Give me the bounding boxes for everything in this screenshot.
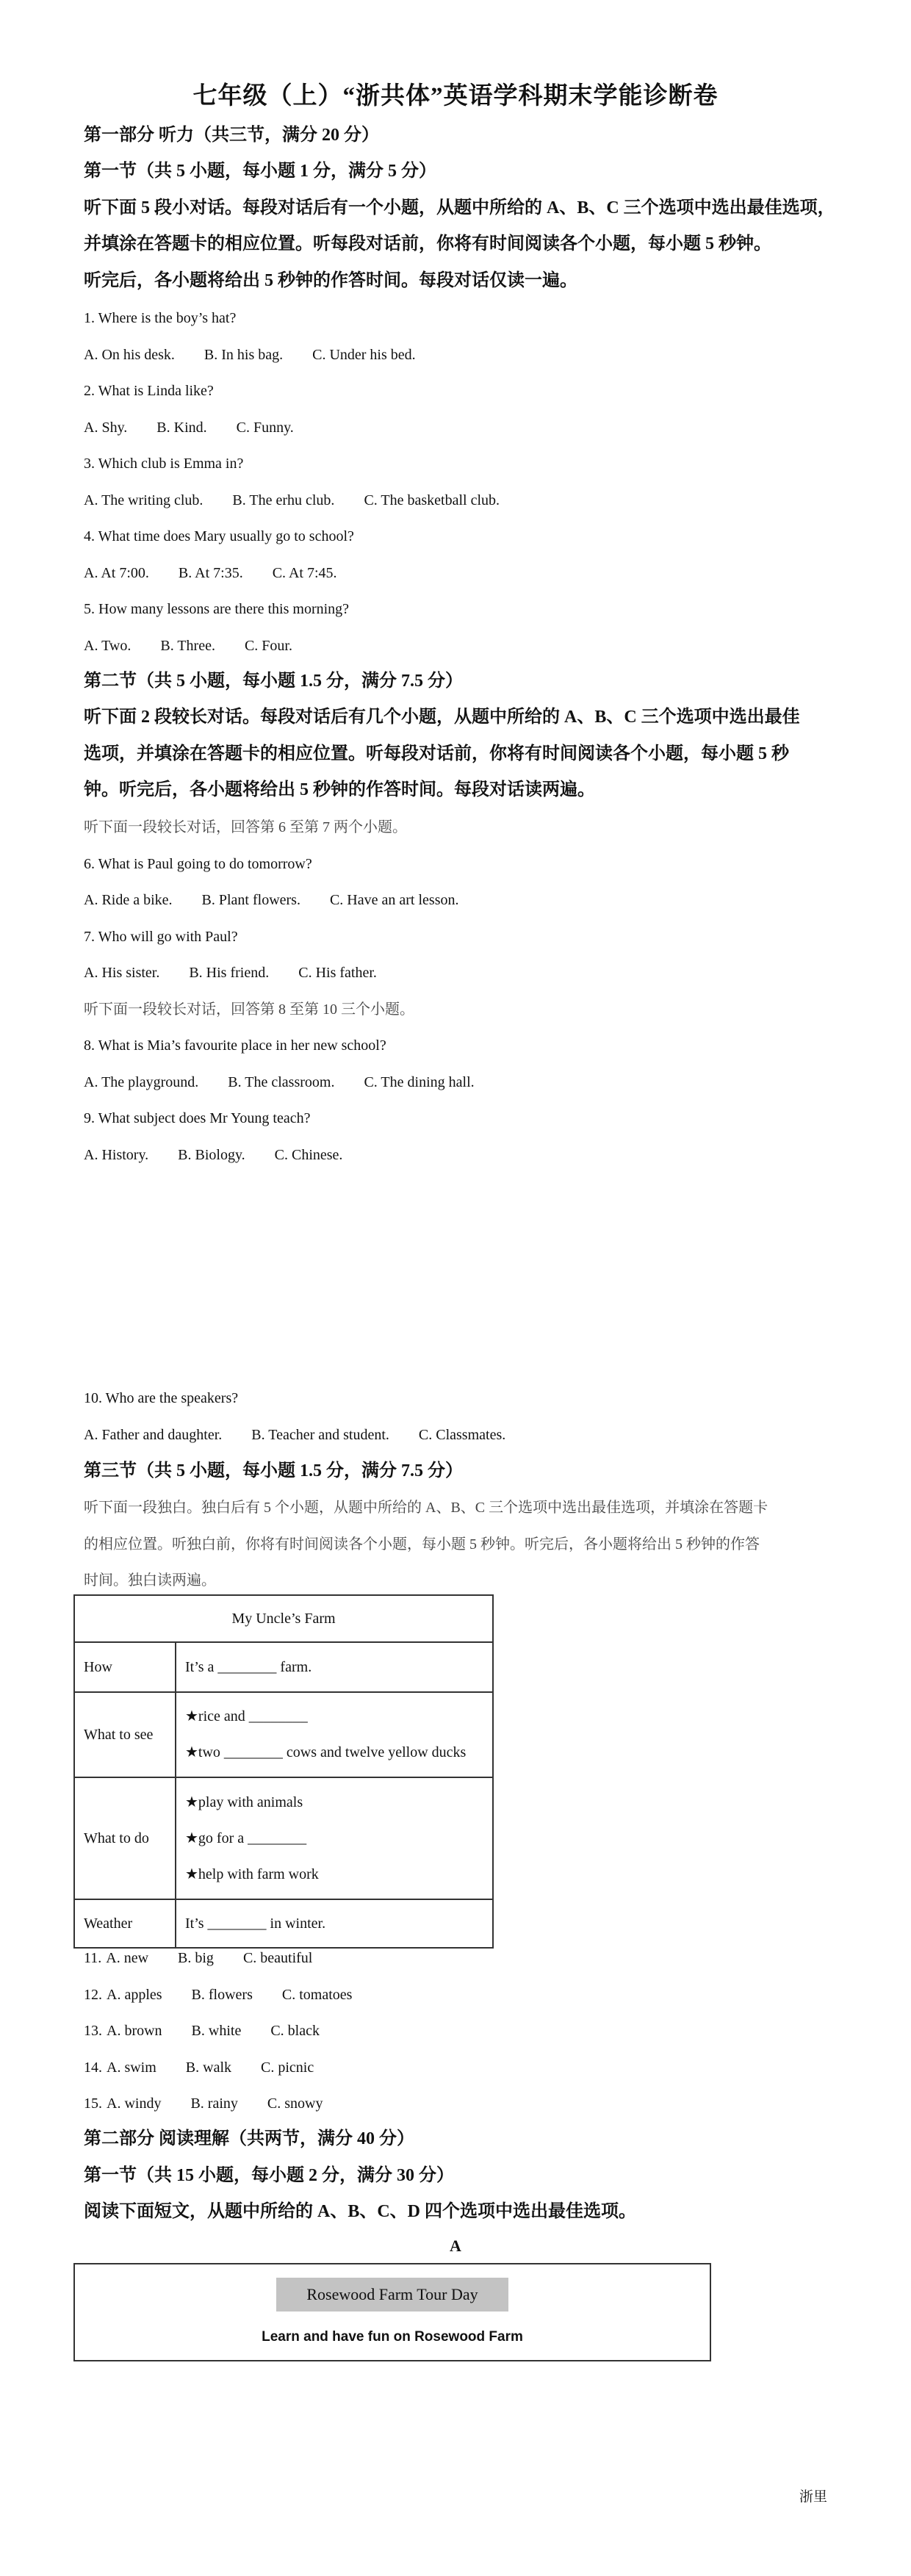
section3-header: 第三节（共 5 小题，每小题 1.5 分，满分 7.5 分）	[84, 1461, 463, 1481]
table-label: What to do	[74, 1777, 176, 1899]
option-b: B. Biology.	[178, 1147, 245, 1163]
option-c: C. tomatoes	[281, 1987, 353, 2003]
table-cell-line: ★two ________ cows and twelve yellow ducks	[185, 1744, 467, 1760]
question-4-options	[84, 564, 337, 583]
section2-instruction-line: 听下面 2 段较长对话。每段对话后有几个小题，从题中所给的 A、B、C 三个选项中选出最佳	[84, 708, 800, 727]
option-c: C. At 7:45.	[272, 565, 337, 581]
table-cell-line: ★help with farm work	[185, 1866, 319, 1882]
option-c: C. Funny.	[236, 420, 294, 436]
passage-subtitle: Learn and have fun on Rosewood Farm	[262, 2329, 523, 2345]
option-a: A. Ride a bike.	[84, 892, 173, 908]
section1-instruction-line: 并填涂在答题卡的相应位置。听每段对话前，你将有时间阅读各个小题，每小题 5 秒钟。	[84, 234, 771, 253]
question-4: 4. What time does Mary usually go to school?	[84, 528, 354, 544]
passage-box	[73, 2263, 711, 2361]
question-15-options	[84, 2094, 323, 2113]
option-b: B. white	[191, 2023, 242, 2039]
question-12-options	[84, 1985, 352, 2004]
option-b: B. The erhu club.	[232, 492, 335, 508]
table-row	[74, 1595, 493, 1642]
option-b: B. The classroom.	[228, 1074, 335, 1090]
table-row	[74, 1899, 493, 1948]
table-cell	[176, 1777, 493, 1899]
option-b: B. Plant flowers.	[201, 892, 300, 908]
table-caption: My Uncle’s Farm	[74, 1595, 493, 1642]
option-a: A. His sister.	[84, 965, 160, 981]
dialogue-note: 听下面一段较长对话，回答第 6 至第 7 两个小题。	[84, 819, 407, 835]
option-a: A. windy	[107, 2095, 162, 2112]
option-c: C. beautiful	[242, 1950, 313, 1966]
question-6: 6. What is Paul going to do tomorrow?	[84, 856, 312, 872]
table-label: Weather	[74, 1899, 176, 1948]
option-c: C. picnic	[261, 2059, 314, 2076]
option-a: A. On his desk.	[84, 347, 175, 363]
table-cell-line: ★rice and ________	[185, 1708, 308, 1724]
question-number: 11.	[84, 1950, 102, 1966]
table-cell: It’s ________ in winter.	[176, 1899, 493, 1948]
table-cell: It’s a ________ farm.	[176, 1642, 493, 1692]
question-14-options	[84, 2058, 314, 2077]
question-5: 5. How many lessons are there this morning?	[84, 601, 350, 617]
option-a: A. At 7:00.	[84, 565, 149, 581]
part1-header: 第一部分 听力（共三节，满分 20 分）	[84, 126, 379, 145]
question-9-options	[84, 1145, 342, 1165]
question-8: 8. What is Mia’s favourite place in her new school?	[84, 1037, 386, 1054]
table-cell	[176, 1692, 493, 1777]
question-11-options	[84, 1949, 312, 1968]
option-b: B. In his bag.	[204, 347, 284, 363]
question-1: 1. Where is the boy’s hat?	[84, 310, 237, 326]
option-a: A. The playground.	[84, 1074, 199, 1090]
section3-instruction-line: 听下面一段独白。独白后有 5 个小题，从题中所给的 A、B、C 三个选项中选出最佳选项，并填涂在答题卡	[84, 1500, 768, 1516]
question-6-options	[84, 891, 458, 910]
option-a: A. swim	[107, 2059, 156, 2076]
question-3: 3. Which club is Emma in?	[84, 456, 244, 472]
part2-instruction: 阅读下面短文，从题中所给的 A、B、C、D 四个选项中选出最佳选项。	[84, 2202, 637, 2221]
question-10-options	[84, 1425, 505, 1444]
option-c: C. The dining hall.	[364, 1074, 475, 1090]
passage-title-banner: Rosewood Farm Tour Day	[276, 2278, 508, 2311]
table-label: What to see	[74, 1692, 176, 1777]
section3-instruction-line: 的相应位置。听独白前，你将有时间阅读各个小题，每小题 5 秒钟。听完后，各小题将给出 5 秒钟的作答	[84, 1536, 760, 1553]
dialogue-note: 听下面一段较长对话，回答第 8 至第 10 三个小题。	[84, 1001, 414, 1018]
question-1-options	[84, 345, 416, 364]
option-b: B. Kind.	[156, 420, 207, 436]
section2-header: 第二节（共 5 小题，每小题 1.5 分，满分 7.5 分）	[84, 672, 463, 691]
table-cell-line: ★go for a ________	[185, 1830, 307, 1846]
question-number: 14.	[84, 2059, 102, 2076]
question-2: 2. What is Linda like?	[84, 383, 214, 399]
option-c: C. Have an art lesson.	[329, 892, 459, 908]
question-number: 15.	[84, 2095, 102, 2112]
option-b: B. walk	[185, 2059, 232, 2076]
farm-table	[73, 1594, 494, 1949]
option-c: C. black	[270, 2023, 320, 2039]
section1-instruction-line: 听下面 5 段小对话。每段对话后有一个小题，从题中所给的 A、B、C 三个选项中选出最佳选项，	[84, 198, 835, 217]
option-c: C. The basketball club.	[364, 492, 500, 508]
table-row	[74, 1692, 493, 1777]
table-row	[74, 1777, 493, 1899]
option-b: B. Teacher and student.	[251, 1427, 389, 1443]
question-5-options	[84, 636, 292, 655]
passage-letter: A	[450, 2237, 461, 2255]
question-7: 7. Who will go with Paul?	[84, 929, 238, 945]
part2-header: 第二部分 阅读理解（共两节，满分 40 分）	[84, 2129, 414, 2148]
question-7-options	[84, 963, 377, 982]
option-c: C. Classmates.	[418, 1427, 506, 1443]
section2-instruction-line: 钟。听完后，各小题将给出 5 秒钟的作答时间。每段对话读两遍。	[84, 780, 595, 799]
option-c: C. His father.	[298, 965, 377, 981]
option-a: A. Two.	[84, 638, 132, 654]
option-a: A. new	[106, 1950, 149, 1966]
option-a: A. The writing club.	[84, 492, 204, 508]
part2-section1-header: 第一节（共 15 小题，每小题 2 分，满分 30 分）	[84, 2166, 454, 2185]
question-number: 13.	[84, 2023, 102, 2039]
question-8-options	[84, 1073, 475, 1092]
option-a: A. brown	[107, 2023, 162, 2039]
option-b: B. big	[178, 1950, 214, 1966]
option-c: C. Chinese.	[274, 1147, 343, 1163]
table-row	[74, 1642, 493, 1692]
option-c: C. Four.	[244, 638, 292, 654]
option-a: A. apples	[107, 1987, 162, 2003]
table-cell-line: ★play with animals	[185, 1794, 303, 1810]
option-c: C. Under his bed.	[312, 347, 416, 363]
option-b: B. rainy	[190, 2095, 238, 2112]
footer-watermark: 浙里	[799, 2489, 828, 2505]
question-number: 12.	[84, 1987, 102, 2003]
option-a: A. History.	[84, 1147, 149, 1163]
option-b: B. His friend.	[189, 965, 270, 981]
option-a: A. Father and daughter.	[84, 1427, 223, 1443]
option-c: C. snowy	[267, 2095, 323, 2112]
section2-instruction-line: 选项，并填涂在答题卡的相应位置。听每段对话前，你将有时间阅读各个小题，每小题 5 秒	[84, 744, 789, 763]
section1-header: 第一节（共 5 小题，每小题 1 分，满分 5 分）	[84, 162, 436, 181]
section1-instruction-line: 听完后，各小题将给出 5 秒钟的作答时间。每段对话仅读一遍。	[84, 271, 577, 290]
page-title: 七年级（上）“浙共体”英语学科期末学能诊断卷	[192, 83, 719, 109]
question-13-options	[84, 2021, 320, 2040]
option-b: B. Three.	[160, 638, 215, 654]
question-2-options	[84, 418, 294, 437]
question-10: 10. Who are the speakers?	[84, 1390, 239, 1406]
question-9: 9. What subject does Mr Young teach?	[84, 1110, 311, 1126]
table-label: How	[74, 1642, 176, 1692]
option-b: B. At 7:35.	[178, 565, 243, 581]
option-a: A. Shy.	[84, 420, 128, 436]
question-3-options	[84, 491, 500, 510]
section3-instruction-line: 时间。独白读两遍。	[84, 1572, 216, 1589]
option-b: B. flowers	[191, 1987, 253, 2003]
